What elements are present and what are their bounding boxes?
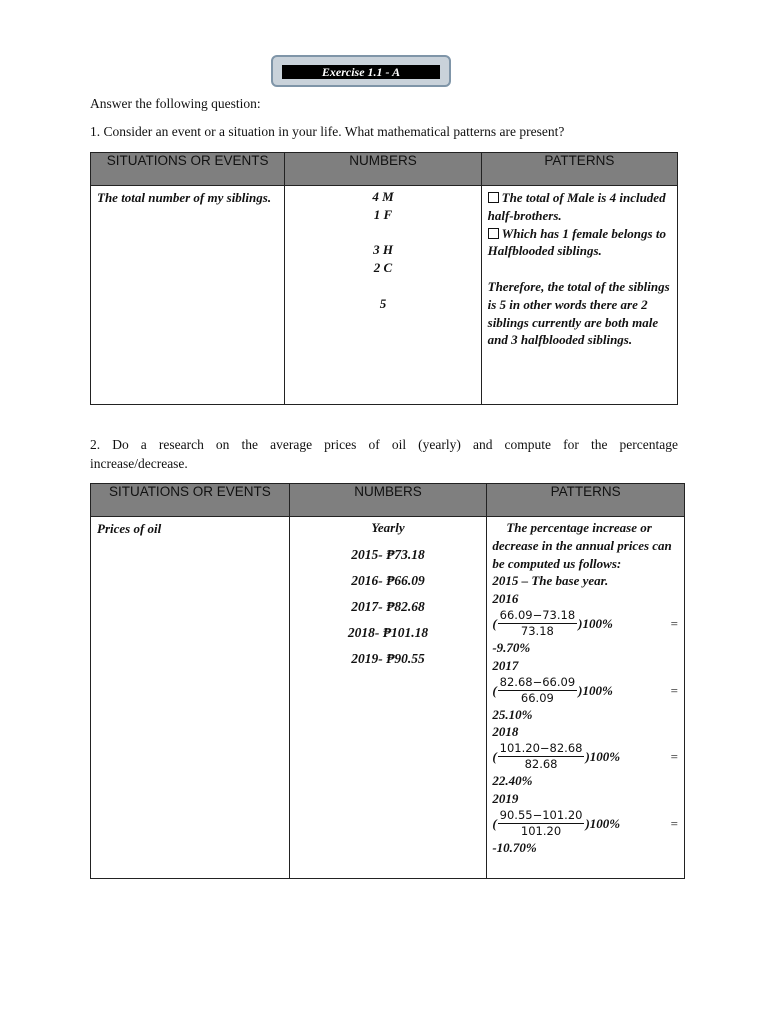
number-item: 3 H — [373, 242, 393, 258]
price-item: 2016- ₱66.09 — [351, 572, 425, 588]
fraction-denominator: 73.18 — [520, 623, 554, 638]
exercise-title-box — [271, 55, 451, 87]
pattern-bullet-1 — [488, 189, 671, 225]
pattern-conclusion: Therefore, the total of the siblings is 5 in other words there are 2 siblings currently are both male and 3 halfblooded siblings. — [487, 278, 670, 348]
fraction-numerator: 66.09−73.18 — [499, 607, 576, 622]
close-paren-percent: )100% — [578, 682, 613, 698]
calc-formula — [492, 675, 678, 706]
equals-sign: = — [670, 615, 678, 631]
situation-cell: The total number of my siblings. — [91, 186, 285, 405]
number-item: 5 — [379, 295, 387, 311]
fraction-denominator: 101.20 — [520, 823, 562, 838]
question-2-line-2: increase/decrease. — [90, 456, 188, 471]
calc-formula — [492, 608, 678, 639]
table-siblings — [90, 152, 678, 405]
calc-formula — [492, 808, 678, 839]
header-patterns: PATTERNS — [487, 484, 685, 517]
checkbox-icon — [488, 192, 499, 203]
header-patterns: PATTERNS — [481, 153, 677, 186]
price-item: 2018- ₱101.18 — [347, 624, 429, 640]
calc-formula — [492, 741, 678, 772]
table-oil-prices — [90, 483, 685, 879]
fraction-numerator: 90.55−101.20 — [499, 807, 583, 822]
numbers-cell — [289, 517, 487, 879]
header-numbers: NUMBERS — [285, 153, 481, 186]
open-paren: ( — [492, 815, 497, 831]
patterns-cell — [481, 186, 677, 405]
calc-year: 2016 — [492, 591, 519, 607]
open-paren: ( — [492, 749, 497, 765]
calc-year: 2019 — [492, 790, 519, 806]
fraction — [498, 608, 577, 639]
open-paren: ( — [492, 615, 497, 631]
pattern-intro: The percentage increase or decrease in the annual prices can be computed us follows: — [492, 520, 672, 571]
checkbox-icon — [488, 228, 499, 239]
patterns-cell — [487, 517, 685, 879]
open-paren: ( — [492, 682, 497, 698]
price-item: 2019- ₱90.55 — [351, 650, 425, 666]
number-item: 4 M — [372, 189, 394, 204]
fraction — [498, 675, 577, 706]
fraction — [498, 808, 585, 839]
number-spacer — [285, 277, 480, 295]
number-spacer — [285, 224, 480, 242]
close-paren-percent: )100% — [585, 749, 621, 765]
equals-sign: = — [670, 749, 678, 765]
question-1: 1. Consider an event or a situation in your life. What mathematical patterns are present? — [90, 124, 565, 139]
numbers-cell — [285, 186, 481, 405]
calc-year: 2018 — [492, 724, 519, 740]
close-paren-percent: )100% — [585, 815, 621, 831]
equals-sign: = — [670, 815, 678, 831]
calc-result: 25.10% — [492, 706, 533, 722]
pattern-text: Which has 1 female belongs to Halfblooded siblings. — [487, 225, 666, 259]
price-item: 2017- ₱82.68 — [351, 598, 425, 614]
close-paren-percent: )100% — [578, 615, 613, 631]
number-item: 1 F — [373, 206, 393, 222]
price-item: 2015- ₱73.18 — [351, 546, 425, 562]
fraction-numerator: 82.68−66.09 — [499, 674, 576, 689]
fraction — [498, 741, 585, 772]
header-situations: SITUATIONS OR EVENTS — [91, 153, 285, 186]
question-2-line-1: 2. Do a research on the average prices of oil (yearly) and compute for the percentage — [90, 437, 678, 452]
pattern-text: The total of Male is 4 included half-brothers. — [487, 190, 666, 223]
pattern-base-year: 2015 – The base year. — [492, 573, 609, 589]
calc-year: 2017 — [492, 657, 519, 673]
header-situations: SITUATIONS OR EVENTS — [91, 484, 290, 517]
intro-text: Answer the following question: — [90, 96, 261, 111]
calc-result: -10.70% — [492, 839, 537, 855]
fraction-denominator: 82.68 — [524, 757, 558, 772]
exercise-title: Exercise 1.1 - A — [282, 65, 440, 79]
situation-cell: Prices of oil — [91, 517, 290, 879]
header-numbers: NUMBERS — [289, 484, 487, 517]
pattern-bullet-2 — [488, 225, 671, 261]
numbers-heading: Yearly — [371, 520, 405, 535]
number-item: 2 C — [373, 260, 393, 276]
fraction-denominator: 66.09 — [520, 690, 554, 705]
pattern-spacer — [488, 260, 671, 278]
equals-sign: = — [670, 682, 678, 698]
fraction-numerator: 101.20−82.68 — [499, 741, 583, 756]
calc-result: -9.70% — [492, 639, 531, 655]
calc-result: 22.40% — [492, 773, 533, 789]
